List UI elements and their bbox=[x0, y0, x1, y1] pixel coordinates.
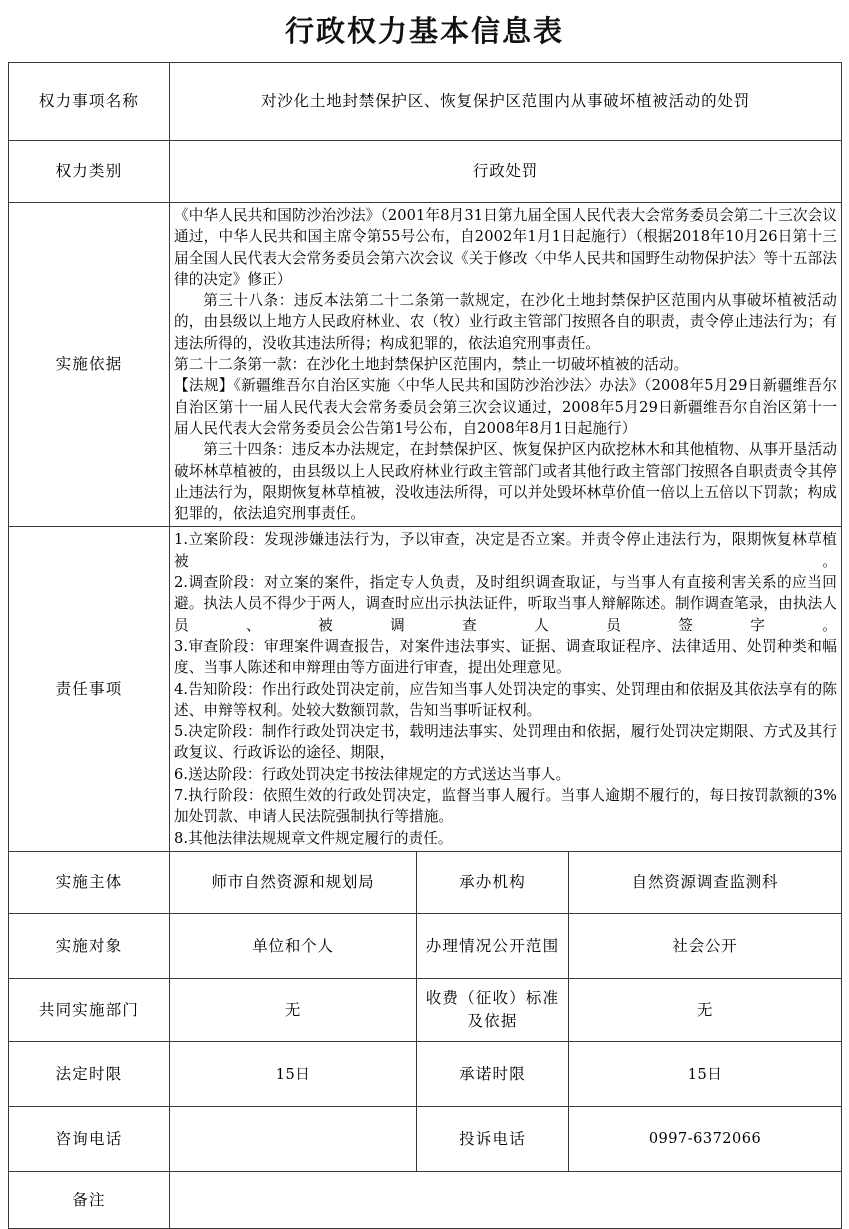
duty-paragraph: 4.告知阶段：作出行政处罚决定前，应告知当事人处罚决定的事实、处罚理由和依据及其依法享有的陈述、申辩等权利。处较大数额罚款，告知当事听证权利。 bbox=[174, 680, 838, 719]
legal-basis-paragraph: 第三十四条：违反本办法规定，在封禁保护区、恢复保护区内砍挖林木和其他植物、从事开垦活动破坏林草植被的，由县级以上人民政府林业行政主管部门或者其他行政主管部门按照各自职责责令其停止违法行为，限期恢复林草植被，没收违法所得，可以并处毁坏林草价值一倍以上五倍以下罚款；构成犯罪的，依法追究刑事责任。 bbox=[174, 441, 838, 523]
title-bar bbox=[8, 0, 841, 62]
value-implementing-subject: 师市自然资源和规划局 bbox=[170, 851, 417, 913]
value-remark bbox=[170, 1171, 842, 1228]
duty-paragraph: 2.调查阶段：对立案的案件，指定专人负责，及时组织调查取证，与当事人有直接利害关系的应当回避。执法人员不得少于两人，调查时应出示执法证件，听取当事人辩解陈述。制作调查笔录，由执法人员、被调查人员签字。 bbox=[174, 574, 838, 634]
duty-paragraph: 1.立案阶段：发现涉嫌违法行为，予以审查，决定是否立案。并责令停止违法行为，限期恢复林草植被。 bbox=[174, 531, 838, 570]
duty-paragraph: 8.其他法律法规规章文件规定履行的责任。 bbox=[174, 829, 453, 847]
value-power-type: 行政处罚 bbox=[170, 141, 842, 203]
value-disclosure-scope: 社会公开 bbox=[569, 913, 842, 978]
value-joint-department: 无 bbox=[170, 978, 417, 1041]
value-consultation-phone bbox=[170, 1106, 417, 1171]
label-implementing-subject: 实施主体 bbox=[9, 851, 170, 913]
page-title: 行政权力基本信息表 bbox=[284, 13, 564, 48]
label-fee-standard: 收费（征收）标准及依据 bbox=[417, 978, 569, 1041]
label-remark: 备注 bbox=[9, 1171, 170, 1228]
table-row-legal-basis bbox=[9, 203, 842, 527]
table-row-object bbox=[9, 913, 842, 978]
label-joint-department: 共同实施部门 bbox=[9, 978, 170, 1041]
label-item-name: 权力事项名称 bbox=[9, 63, 170, 141]
duty-paragraph: 5.决定阶段：制作行政处罚决定书，载明违法事实、处罚理由和依据，履行处罚决定期限、方式及其行政复议、行政诉讼的途径、期限， bbox=[174, 723, 838, 762]
legal-basis-paragraph: 《中华人民共和国防沙治沙法》（2001年8月31日第九届全国人民代表大会常务委员会第二十三次会议通过，中华人民共和国主席令第55号公布，自2002年1月1日起施行）（根据2018年10月26日第十三届全国人民代表大会常务委员会第六次会议《关于修改〈中华人民共和国野生动物保护法〉等十五部法律的决定》修正） bbox=[174, 207, 838, 288]
legal-basis-paragraph: 第二十二条第一款：在沙化土地封禁保护区范围内，禁止一切破坏植被的活动。 bbox=[174, 356, 689, 374]
value-fee-standard: 无 bbox=[569, 978, 842, 1041]
duty-paragraph: 7.执行阶段：依照生效的行政处罚决定，监督当事人履行。当事人逾期不履行的，每日按罚款额的3%加处罚款、申请人民法院强制执行等措施。 bbox=[174, 787, 838, 826]
label-disclosure-scope: 办理情况公开范围 bbox=[417, 913, 569, 978]
duty-paragraph: 3.审查阶段：审理案件调查报告，对案件违法事实、证据、调查取证程序、法律适用、处罚种类和幅度、当事人陈述和申辩理由等方面进行审查，提出处理意见。 bbox=[174, 637, 838, 677]
label-handling-agency: 承办机构 bbox=[417, 851, 569, 913]
label-duties: 责任事项 bbox=[9, 527, 170, 851]
table-row-duties bbox=[9, 527, 842, 851]
table-row-subject bbox=[9, 851, 842, 913]
table-row-phones bbox=[9, 1106, 842, 1171]
value-duties bbox=[170, 527, 842, 851]
value-implementing-object: 单位和个人 bbox=[170, 913, 417, 978]
table-row-item-name bbox=[9, 63, 842, 141]
value-item-name: 对沙化土地封禁保护区、恢复保护区范围内从事破坏植被活动的处罚 bbox=[170, 63, 842, 141]
label-consultation-phone: 咨询电话 bbox=[9, 1106, 170, 1171]
label-implementing-object: 实施对象 bbox=[9, 913, 170, 978]
label-complaint-phone: 投诉电话 bbox=[417, 1106, 569, 1171]
label-promised-time-limit: 承诺时限 bbox=[417, 1041, 569, 1106]
legal-basis-paragraph: 【法规】《新疆维吾尔自治区实施〈中华人民共和国防沙治沙法〉办法》（2008年5月29日新疆维吾尔自治区第十一届人民代表大会常务委员会第三次会议通过，2008年5月29日新疆维吾尔自治区第十一届人民代表大会常务委员会公告第1号公布，自2008年8月1日起施行） bbox=[174, 377, 838, 437]
label-legal-basis: 实施依据 bbox=[9, 203, 170, 527]
label-power-type: 权力类别 bbox=[9, 141, 170, 203]
value-statutory-time-limit: 15日 bbox=[170, 1041, 417, 1106]
table-row-joint-department bbox=[9, 978, 842, 1041]
label-statutory-time-limit: 法定时限 bbox=[9, 1041, 170, 1106]
value-complaint-phone: 0997-6372066 bbox=[569, 1106, 842, 1171]
value-handling-agency: 自然资源调查监测科 bbox=[569, 851, 842, 913]
legal-basis-paragraph: 第三十八条：违反本法第二十二条第一款规定，在沙化土地封禁保护区范围内从事破坏植被活动的，由县级以上地方人民政府林业、农（牧）业行政主管部门按照各自的职责，责令停止违法行为；有违法所得的，没收其违法所得；构成犯罪的，依法追究刑事责任。 bbox=[174, 292, 838, 352]
table-row-remark bbox=[9, 1171, 842, 1228]
value-promised-time-limit: 15日 bbox=[569, 1041, 842, 1106]
administrative-power-info-table bbox=[8, 62, 842, 1229]
table-row-power-type bbox=[9, 141, 842, 203]
duty-paragraph: 6.送达阶段：行政处罚决定书按法律规定的方式送达当事人。 bbox=[174, 765, 571, 783]
value-legal-basis bbox=[170, 203, 842, 527]
table-row-time-limit bbox=[9, 1041, 842, 1106]
